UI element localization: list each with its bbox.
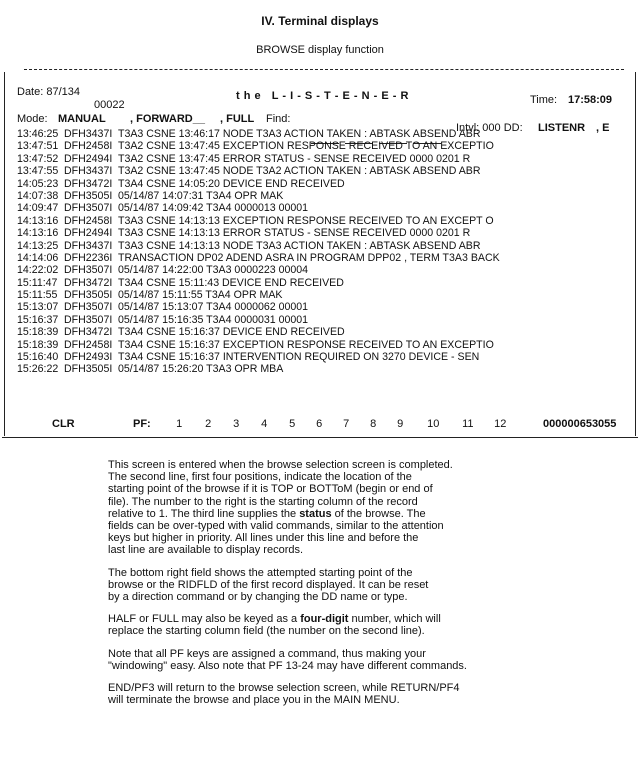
time-value: 17:58:09 xyxy=(568,94,613,106)
record-row xyxy=(17,165,627,177)
record-row xyxy=(17,252,627,264)
description xyxy=(108,459,538,716)
dd-type-field[interactable]: , E xyxy=(596,122,610,134)
pf-key-1[interactable]: 1 xyxy=(176,418,183,430)
record-message-id: DFH2493I xyxy=(64,351,113,364)
start-column-field[interactable]: 00022 xyxy=(94,99,125,111)
record-row xyxy=(17,215,627,227)
record-row xyxy=(17,202,627,214)
pf-key-6[interactable]: 6 xyxy=(316,418,323,430)
screen-bottom-border xyxy=(2,437,638,438)
record-text: 05/14/87 14:22:00 T3A3 0000223 00004 xyxy=(118,264,309,277)
record-time: 15:11:47 xyxy=(17,276,58,289)
record-time: 14:13:16 xyxy=(17,227,59,240)
page-subheading: BROWSE display function xyxy=(256,44,384,56)
record-time: 13:47:51 xyxy=(17,140,59,153)
record-text: 05/14/87 14:07:31 T3A4 OPR MAK xyxy=(118,189,284,202)
record-time: 13:47:55 xyxy=(17,165,59,178)
direction-field[interactable]: , FORWARD__ xyxy=(130,113,205,125)
size-field[interactable]: , FULL xyxy=(220,113,255,125)
record-message-id: DFH3507I xyxy=(64,202,113,215)
record-text: TRANSACTION DP02 ADEND ASRA IN PROGRAM DPP02 , TERM T3A3 BACK xyxy=(118,251,500,264)
find-label: Find: xyxy=(266,113,291,125)
record-message-id: DFH2236I xyxy=(64,251,113,264)
record-message-id: DFH3507I xyxy=(64,313,113,326)
record-time: 14:09:47 xyxy=(17,202,59,215)
pf-key-9[interactable]: 9 xyxy=(397,418,404,430)
record-row xyxy=(17,301,627,313)
record-message-id: DFH2494I xyxy=(64,227,113,240)
record-time: 15:26:22 xyxy=(17,363,59,376)
pf-key-12[interactable]: 12 xyxy=(494,418,507,430)
record-text: 05/14/87 15:26:20 T3A3 OPR MBA xyxy=(118,363,284,376)
record-row xyxy=(17,314,627,326)
record-message-id: DFH3472I xyxy=(64,276,113,289)
function-key-line xyxy=(0,418,640,434)
record-text: 05/14/87 15:13:07 T3A4 0000062 00001 xyxy=(118,301,309,314)
record-message-id: DFH3507I xyxy=(64,301,113,314)
record-row xyxy=(17,326,627,338)
record-time: 15:18:39 xyxy=(17,326,59,339)
record-message-id: DFH3437I xyxy=(64,165,113,178)
record-text: 05/14/87 14:09:42 T3A4 0000013 00001 xyxy=(118,202,309,215)
pf-key-8[interactable]: 8 xyxy=(370,418,377,430)
page-heading: IV. Terminal displays xyxy=(261,14,379,28)
record-message-id: DFH3505I xyxy=(64,189,113,202)
record-time: 15:13:07 xyxy=(17,301,59,314)
pf-key-7[interactable]: 7 xyxy=(343,418,350,430)
record-time: 15:11:55 xyxy=(17,289,58,302)
pf-label: PF: xyxy=(133,418,151,430)
record-row xyxy=(17,363,627,375)
record-text: T3A4 CSNE 15:11:43 DEVICE END RECEIVED xyxy=(118,276,344,289)
date-field: Date: 87/134 xyxy=(17,86,80,98)
record-text: T3A3 CSNE 14:13:13 NODE T3A3 ACTION TAKEN : ABTASK ABSEND ABR xyxy=(118,239,481,252)
description-paragraph-5: END/PF3 will return to the browse selection screen, while RETURN/PF4 will terminate the browse and place you in the MAIN MENU. xyxy=(108,682,460,707)
record-time: 14:07:38 xyxy=(17,189,59,202)
record-time: 15:16:37 xyxy=(17,313,59,326)
record-row xyxy=(17,289,627,301)
record-row xyxy=(17,240,627,252)
pf-key-3[interactable]: 3 xyxy=(233,418,240,430)
screen-top-border xyxy=(24,69,624,70)
record-row xyxy=(17,153,627,165)
record-message-id: DFH3472I xyxy=(64,177,113,190)
description-paragraph-1: This screen is entered when the browse selection screen is completed. The second line, first four positions, indicate the location of the starting point of the browse if it is TOP or BOTToM (begin or end of file). The number to the right is the starting column of the record relative to 1. The third line supplies the status of the browse. The fields can be over-typed with valid commands, similar to the attention keys but higher in priority. All lines under this line and before the last line are available to display records. xyxy=(108,459,453,557)
record-message-id: DFH2458I xyxy=(64,338,113,351)
dd-name-field[interactable]: LISTENR xyxy=(538,122,586,134)
record-row xyxy=(17,339,627,351)
record-time: 14:13:25 xyxy=(17,239,59,252)
record-row xyxy=(17,351,627,363)
pf-key-5[interactable]: 5 xyxy=(289,418,296,430)
record-row xyxy=(17,227,627,239)
record-text: T3A4 CSNE 14:05:20 DEVICE END RECEIVED xyxy=(118,177,345,190)
record-message-id: DFH3437I xyxy=(64,239,113,252)
record-time: 14:05:23 xyxy=(17,177,59,190)
ridfld-field: 000000653055 xyxy=(543,418,617,430)
pf-key-11[interactable]: 11 xyxy=(462,418,474,430)
time-label: Time: xyxy=(530,94,558,106)
description-paragraph-2: The bottom right field shows the attempted starting point of the browse or the RIDFLD of the first record displayed. It can be reset by a direction command or by changing the DD name or type. xyxy=(108,566,429,604)
record-row xyxy=(17,264,627,276)
record-time: 14:22:02 xyxy=(17,264,59,277)
record-text: T3A2 CSNE 13:47:45 ERROR STATUS - SENSE RECEIVED 0000 0201 R xyxy=(118,152,471,165)
record-message-id: DFH3505I xyxy=(64,363,113,376)
record-text: T3A3 CSNE 14:13:13 ERROR STATUS - SENSE RECEIVED 0000 0201 R xyxy=(118,227,471,240)
record-message-id: DFH3505I xyxy=(64,289,113,302)
record-time: 14:14:06 xyxy=(17,251,59,264)
record-text: T3A4 CSNE 15:16:37 EXCEPTION RESPONSE RECEIVED TO AN EXCEPTIO xyxy=(118,338,494,351)
description-paragraph-3: HALF or FULL may also be keyed as a four-digit number, which will replace the starting column field (the number on the second line). xyxy=(108,613,441,638)
clr-key[interactable]: CLR xyxy=(52,418,75,430)
record-message-id: DFH2458I xyxy=(64,214,113,227)
record-row xyxy=(17,128,627,140)
pf-key-10[interactable]: 10 xyxy=(427,418,440,430)
record-row xyxy=(17,277,627,289)
pf-key-2[interactable]: 2 xyxy=(205,418,212,430)
record-time: 13:46:25 xyxy=(17,128,59,140)
description-paragraph-4: Note that all PF keys are assigned a command, thus making your "windowing" easy. Also note that PF 13-24 may have different commands. xyxy=(108,647,467,672)
record-text: T3A4 CSNE 15:16:37 DEVICE END RECEIVED xyxy=(118,326,345,339)
interval-label: Intvl: 000 DD: xyxy=(456,122,523,134)
pf-key-4[interactable]: 4 xyxy=(261,418,268,430)
screen-title: t h e L - I - S - T - E - N - E - R xyxy=(236,90,409,102)
record-text: T3A4 CSNE 15:16:37 INTERVENTION REQUIRED ON 3270 DEVICE - SEN xyxy=(118,351,480,364)
record-text: T3A2 CSNE 13:47:45 NODE T3A2 ACTION TAKEN : ABTASK ABSEND ABR xyxy=(118,165,481,178)
record-row xyxy=(17,190,627,202)
record-text: T3A3 CSNE 14:13:13 EXCEPTION RESPONSE RECEIVED TO AN EXCEPT O xyxy=(118,214,494,227)
record-message-id: DFH3507I xyxy=(64,264,113,277)
record-message-id: DFH2494I xyxy=(64,152,113,165)
record-time: 14:13:16 xyxy=(17,214,59,227)
mode-value-field[interactable]: MANUAL xyxy=(58,113,106,125)
record-message-id: DFH3472I xyxy=(64,326,113,339)
mode-label: Mode: xyxy=(17,113,48,125)
record-text: 05/14/87 15:16:35 T3A4 0000031 00001 xyxy=(118,313,309,326)
record-text: 05/14/87 15:11:55 T3A4 OPR MAK xyxy=(118,289,283,302)
record-time: 15:16:40 xyxy=(17,351,59,364)
record-time: 15:18:39 xyxy=(17,338,59,351)
record-message-id: DFH2458I xyxy=(64,140,113,153)
record-time: 13:47:52 xyxy=(17,152,59,165)
record-text: T3A2 CSNE 13:47:45 EXCEPTION RESPONSE RECEIVED TO AN EXCEPTIO xyxy=(118,140,494,153)
record-text: T3A3 CSNE 13:46:17 NODE T3A3 ACTION TAKEN : ABTASK ABSEND ABR xyxy=(118,128,481,140)
record-list xyxy=(17,128,627,376)
record-row xyxy=(17,140,627,152)
record-message-id: DFH3437I xyxy=(64,128,113,140)
record-row xyxy=(17,178,627,190)
